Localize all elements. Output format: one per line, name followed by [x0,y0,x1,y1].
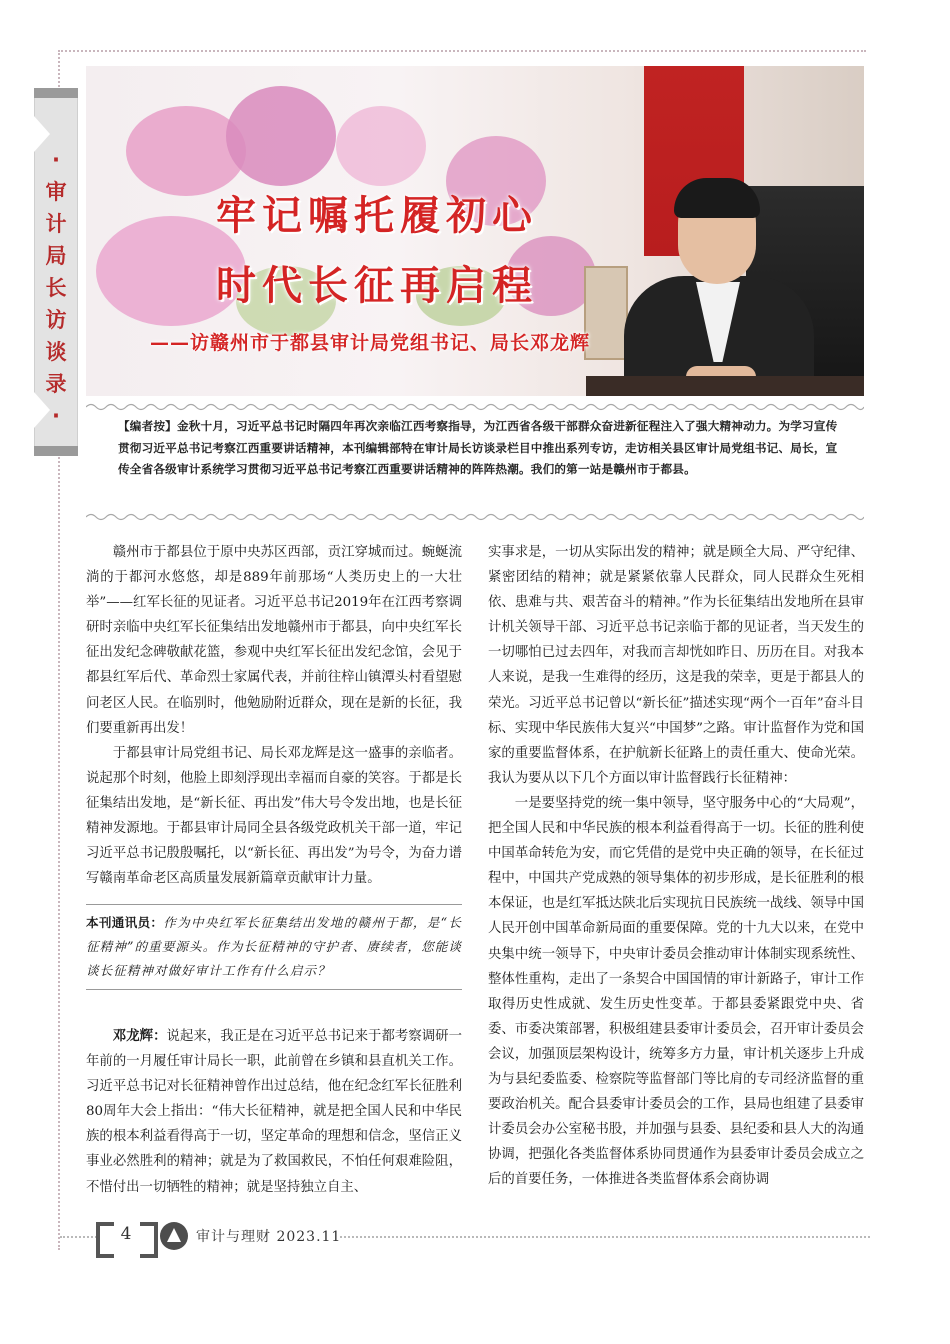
headline-line1: 牢记嘱托履初心 [216,193,538,239]
question-text: 作为中央红军长征集结出发地的赣州于都，是“长征精神”的重要源头。作为长征精神的守护者、赓续者，您能谈谈长征精神对做好审计工作有什么启示？ [86,915,462,978]
wave-divider [86,512,864,522]
right-column [488,540,864,1192]
tab-cap [34,88,78,98]
question-speaker: 本刊通讯员： [86,915,164,930]
body-paragraph: 实事求是，一切从实际出发的精神；就是顾全大局、严守纪律、紧密团结的精神；就是紧紧依靠人民群众，同人民群众生死相依、患难与共、艰苦奋斗的精神。”作为长征集结出发地所在县审计机关领导干部、习近平总书记亲临于都的见证者，当天发生的一切哪怕已过去四年，对我而言却恍如昨日、历历在目。对我本人来说，是我一生难得的经历，这是我的荣幸，更是于都县人的荣光。习近平总书记曾以“新长征”描述实现“两个一百年”奋斗目标、实现中华民族伟大复兴“中国梦”之路。审计监督作为党和国家的重要监督体系，在护航新长征路上的责任重大、使命光荣。我认为要从以下几个方面以审计监督践行长征精神： [488,545,864,786]
tab-cap [34,446,78,456]
page-number: 4 [120,1224,132,1244]
editor-note: 【编者按】金秋十月，习近平总书记时隔四年再次亲临江西考察指导，为江西省各级干部群众奋进新征程注入了强大精神动力。为学习宣传贯彻习近平总书记考察江西重要讲话精神，本刊编辑部特在审计局长访谈录栏目中推出系列专访，走访相关县区审计局党组书记、局长，宣传全省各级审计系统学习贯彻习近平总书记考察江西重要讲话精神的阵阵热潮。我们的第一站是赣州市于都县。 [118,419,838,476]
rule-line [86,989,462,990]
question-box [86,904,462,990]
magazine-logo-icon [160,1222,188,1250]
headline-subtitle: ——访赣州市于都县审计局党组书记、局长邓龙辉 [150,332,591,354]
column-tab-label: · 审 计 局 长 访 谈 录 · [45,148,67,428]
dotted-frame-top [58,50,866,52]
headline-line2: 时代长征再启程 [216,263,538,309]
page-bracket [140,1222,158,1258]
interviewee-photo [674,178,760,218]
body-paragraph: 一是要坚持党的统一集中领导，坚守服务中心的“大局观”，把全国人民和中华民族的根本利益看得高于一切。长征的胜利使中国革命转危为安，而它凭借的是党中央正确的领导，在长征过程中，中国共产党成熟的领导集体的初步形成，是长征胜利的根本保证，也是红军抵达陕北后实现抗日民族统一战线、领导中国人民开创中国革命新局面的重要保障。党的十九大以来，在党中央集中统一领导下，中央审计委员会推动审计体制实现系统性、整体性重构，走出了一条契合中国国情的审计新路子，审计工作取得历史性成就、发生历史性变革。于都县委紧跟党中央、省委、市委决策部署，积极组建县委审计委员会，召开审计委员会会议，加强顶层架构设计，统筹多方力量，审计机关逐步上升成为与县纪委监委、检察院等监督部门等比肩的专司经济监督的重要政治机关。配合县委审计委员会的工作，县局也组建了县委审计委员会办公室秘书股，并加强与县委、县纪委和县人大的沟通协调，把强化各类监督体系协同贯通作为县委审计委员会成立之后的首要任务，一体推进各类监督体系会商协调 [488,795,864,1188]
dotted-frame-bottom [60,1236,100,1238]
picture-frame [584,266,628,360]
answer [86,1024,462,1200]
answer-text: 说起来，我正是在习近平总书记来于都考察调研一年前的一月履任审计局长一职，此前曾在乡镇和县直机关工作。习近平总书记对长征精神曾作出过总结，他在纪念红军长征胜利80周年大会上指出：“伟大长征精神，就是把全国人民和中华民族的根本利益看得高于一切，坚定革命的理想和信念，坚信正义事业必然胜利的精神；就是为了救国救民，不怕任何艰难险阻，不惜付出一切牺牲的精神；就是坚持独立自主、 [86,1029,463,1195]
wave-divider [86,402,864,412]
dotted-frame-bottom [340,1236,870,1238]
answer-speaker: 邓龙辉： [112,1029,167,1044]
body-paragraph: 赣州市于都县位于原中央苏区西部，贡江穿城而过。蜿蜒流淌的于都河水悠悠，却是889年前那场“人类历史上的一大壮举”——红军长征的见证者。习近平总书记2019年在江西考察调研时亲临中央红军长征集结出发地赣州市于都县，向中央红军长征出发纪念碑敬献花篮，参观中央红军长征出发纪念馆，会见于都县红军后代、革命烈士家属代表，并前往梓山镇潭头村看望慰问老区人民。在临别时，他勉励附近群众，现在是新的长征，我们要重新再出发！ [86,545,462,736]
question [86,905,462,989]
magazine-issue: 审计与理财 2023.11 [196,1229,342,1245]
flower-decoration [226,86,336,186]
column-tab [34,88,78,456]
desk [586,376,864,396]
body-paragraph: 于都县审计局党组书记、局长邓龙辉是这一盛事的亲临者。说起那个时刻，他脸上即刻浮现出幸福而自豪的笑容。于都是长征集结出发地，是“新长征、再出发”伟大号令发出地，也是长征精神发源地。于都县审计局同全县各级党政机关干部一道，牢记习近平总书记殷殷嘱托，以“新长征、再出发”为号令，为奋力谱写赣南革命老区高质量发展新篇章贡献审计力量。 [86,745,462,887]
left-column [86,540,462,891]
flower-decoration [336,106,426,186]
header-banner [86,66,864,396]
